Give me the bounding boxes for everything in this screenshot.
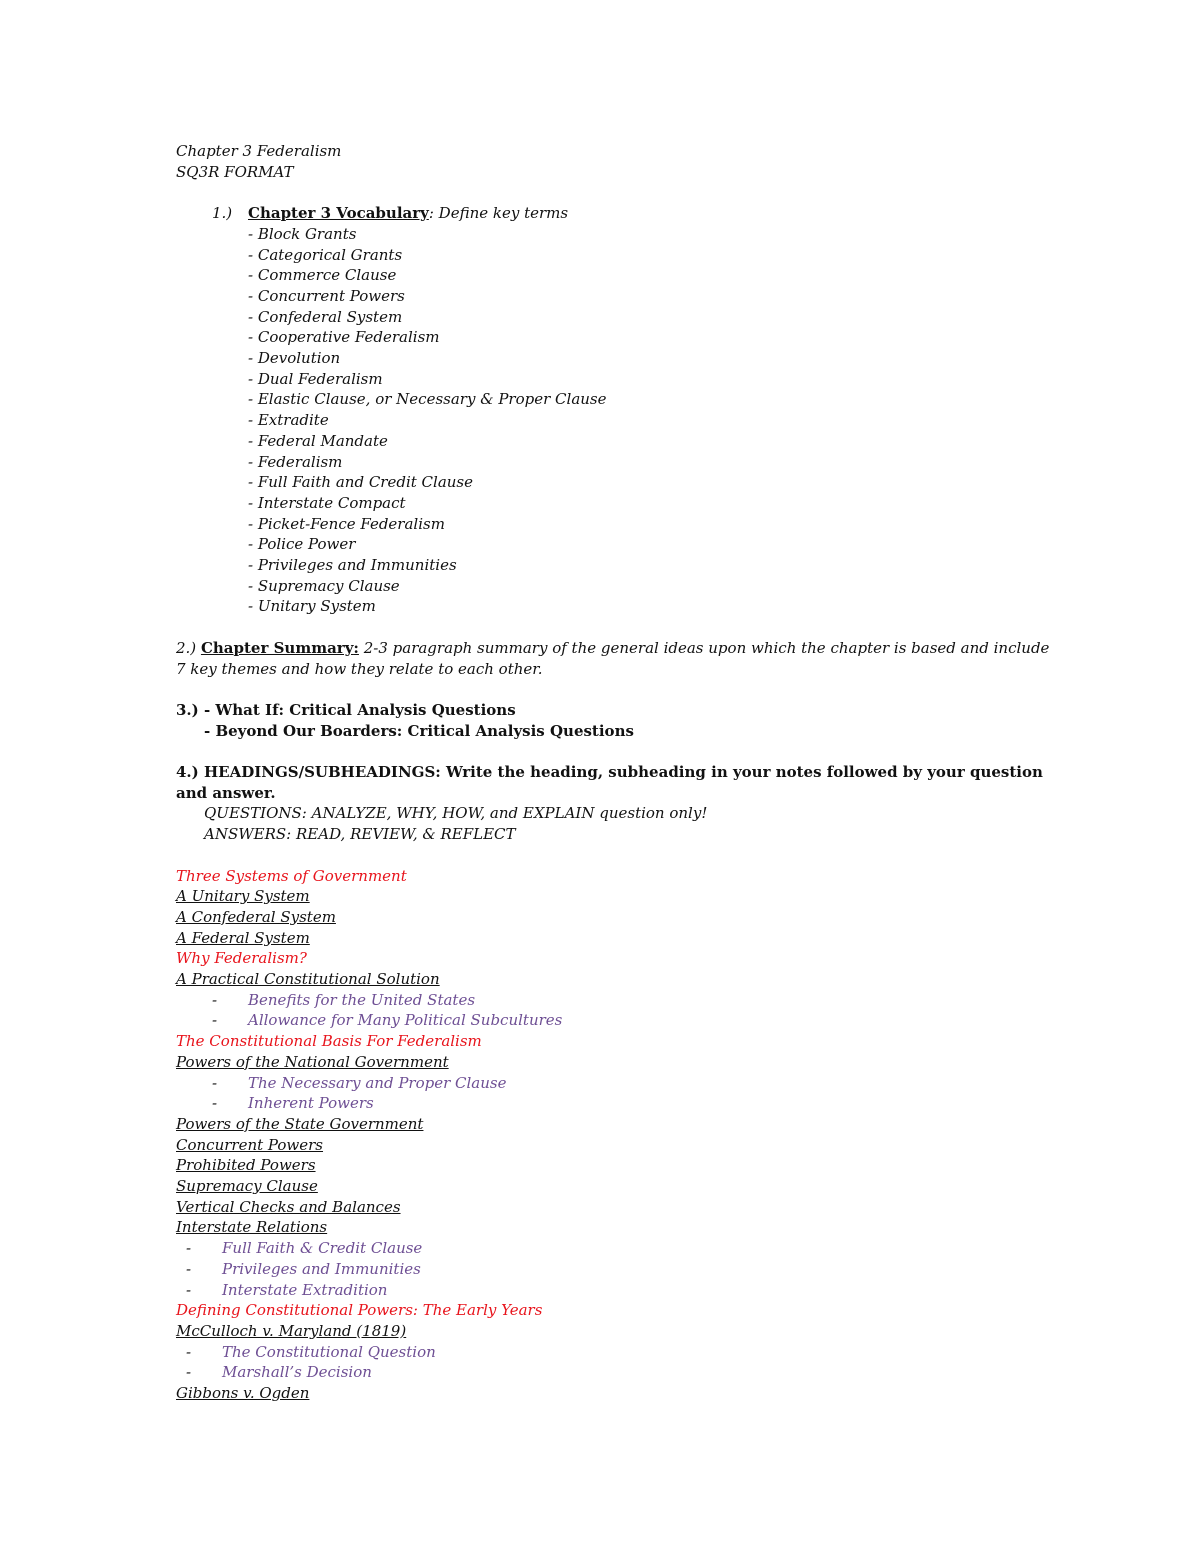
outline-heading: The Constitutional Basis For Federalism [176,1032,482,1051]
outline-sub-item [176,1280,1056,1301]
outline-sub-item [176,1093,1056,1114]
outline-subheading: Vertical Checks and Balances [176,1197,401,1216]
dash: - [212,1073,218,1092]
outline-subheading: McCulloch v. Maryland (1819) [176,1322,407,1340]
vocab-term: - Elastic Clause, or Necessary & Proper Clause [248,390,607,409]
dash: - [186,1342,192,1361]
section-2-colon: : [353,638,359,657]
outline-subheading: Interstate Relations [176,1218,328,1237]
section-1-number: 1.) [212,204,233,223]
vocab-term: - Police Power [248,535,356,554]
outline-subheading: A Confederal System [176,907,336,926]
outline-subheading: Prohibited Powers [176,1156,316,1175]
vocab-term: - Picket-Fence Federalism [248,514,445,533]
sub-item-text: Marshall’s Decision [222,1363,372,1382]
vocab-term: - Unitary System [248,597,376,616]
dash: - [186,1280,192,1299]
section-3-line-1: 3.) - What If: Critical Analysis Questions [176,700,516,719]
vocab-term: - Devolution [248,349,341,368]
sub-item-text: The Necessary and Proper Clause [248,1073,507,1092]
section-1-instruction: : Define key terms [428,204,569,223]
vocab-term: - Privileges and Immunities [248,556,457,575]
outline-sub-item [176,1073,1056,1094]
sub-item-text: Interstate Extradition [222,1280,388,1299]
vocab-term: - Dual Federalism [248,369,383,388]
section-1-heading-line [176,203,1056,224]
vocab-term: - Interstate Compact [248,493,406,512]
section-4-questions: QUESTIONS: ANALYZE, WHY, HOW, and EXPLAIN question only! [204,804,708,823]
dash: - [212,1011,218,1030]
outline-subheading: Powers of the State Government [176,1114,424,1133]
vocab-term: - Cooperative Federalism [248,328,440,347]
section-4-heading: 4.) HEADINGS/SUBHEADINGS: Write the heading, subheading in your notes followed by your question and answer. [176,763,1043,802]
sub-item-text: The Constitutional Question [222,1342,436,1361]
section-2-heading: Chapter Summary [200,638,354,657]
outline-subheading: Powers of the National Government [176,1052,449,1071]
document-page [176,141,1056,1404]
outline-subheading: Concurrent Powers [176,1135,324,1154]
outline-sub-item [176,1259,1056,1280]
sub-item-text: Full Faith & Credit Clause [222,1239,423,1258]
dash: - [186,1239,192,1258]
vocab-term: - Federal Mandate [248,431,388,450]
section-3-line-2: - Beyond Our Boarders: Critical Analysis Questions [204,721,634,740]
outline-subheading: A Unitary System [176,887,310,906]
outline-heading: Three Systems of Government [176,866,407,885]
vocab-term: - Commerce Clause [248,266,397,285]
sub-item-text: Privileges and Immunities [222,1259,421,1278]
dash: - [186,1259,192,1278]
dash: - [212,1094,218,1113]
vocab-term: - Categorical Grants [248,245,403,264]
sub-item-text: Benefits for the United States [248,990,476,1009]
outline-subheading: A Practical Constitutional Solution [176,970,440,989]
vocab-term: - Supremacy Clause [248,576,400,595]
outline-subheading: Gibbons v. Ogden [176,1384,310,1403]
vocab-term: - Full Faith and Credit Clause [248,473,473,492]
dash: - [212,990,218,1009]
vocab-term: - Extradite [248,411,329,430]
outline-subheading: A Federal System [176,928,310,947]
outline-sub-item [176,1238,1056,1259]
vocab-term: - Federalism [248,452,343,471]
vocab-term: - Confederal System [248,307,403,326]
section-2-paragraph [176,638,1056,679]
section-2-number: 2.) [176,638,201,657]
sub-item-text: Inherent Powers [248,1094,374,1113]
document-title: Chapter 3 Federalism [176,142,342,160]
spacer [176,679,1056,700]
spacer [176,617,1056,638]
outline-heading: Defining Constitutional Powers: The Early Years [176,1301,543,1320]
outline-sub-item [176,1362,1056,1383]
outline-heading: Why Federalism? [176,949,307,968]
vocab-term: - Block Grants [248,224,357,243]
outline-sub-item [176,1342,1056,1363]
spacer [176,845,1056,866]
outline-subheading: Supremacy Clause [176,1177,318,1196]
spacer [176,182,1056,203]
vocabulary-list [176,224,1056,617]
outline-sub-item [176,1010,1056,1031]
section-4-answers: ANSWERS: READ, REVIEW, & REFLECT [204,825,516,844]
vocab-term: - Concurrent Powers [248,286,405,305]
outline-sub-item [176,990,1056,1011]
section-2-text: 2-3 paragraph summary of the general ideas upon which the chapter is based and include 7 key themes and how they relate to each other. [176,638,1050,678]
document-format: SQ3R FORMAT [176,162,294,181]
dash: - [186,1363,192,1382]
sub-item-text: Allowance for Many Political Subcultures [248,1011,563,1030]
spacer [176,741,1056,762]
section-1-heading: Chapter 3 Vocabulary [248,204,429,223]
